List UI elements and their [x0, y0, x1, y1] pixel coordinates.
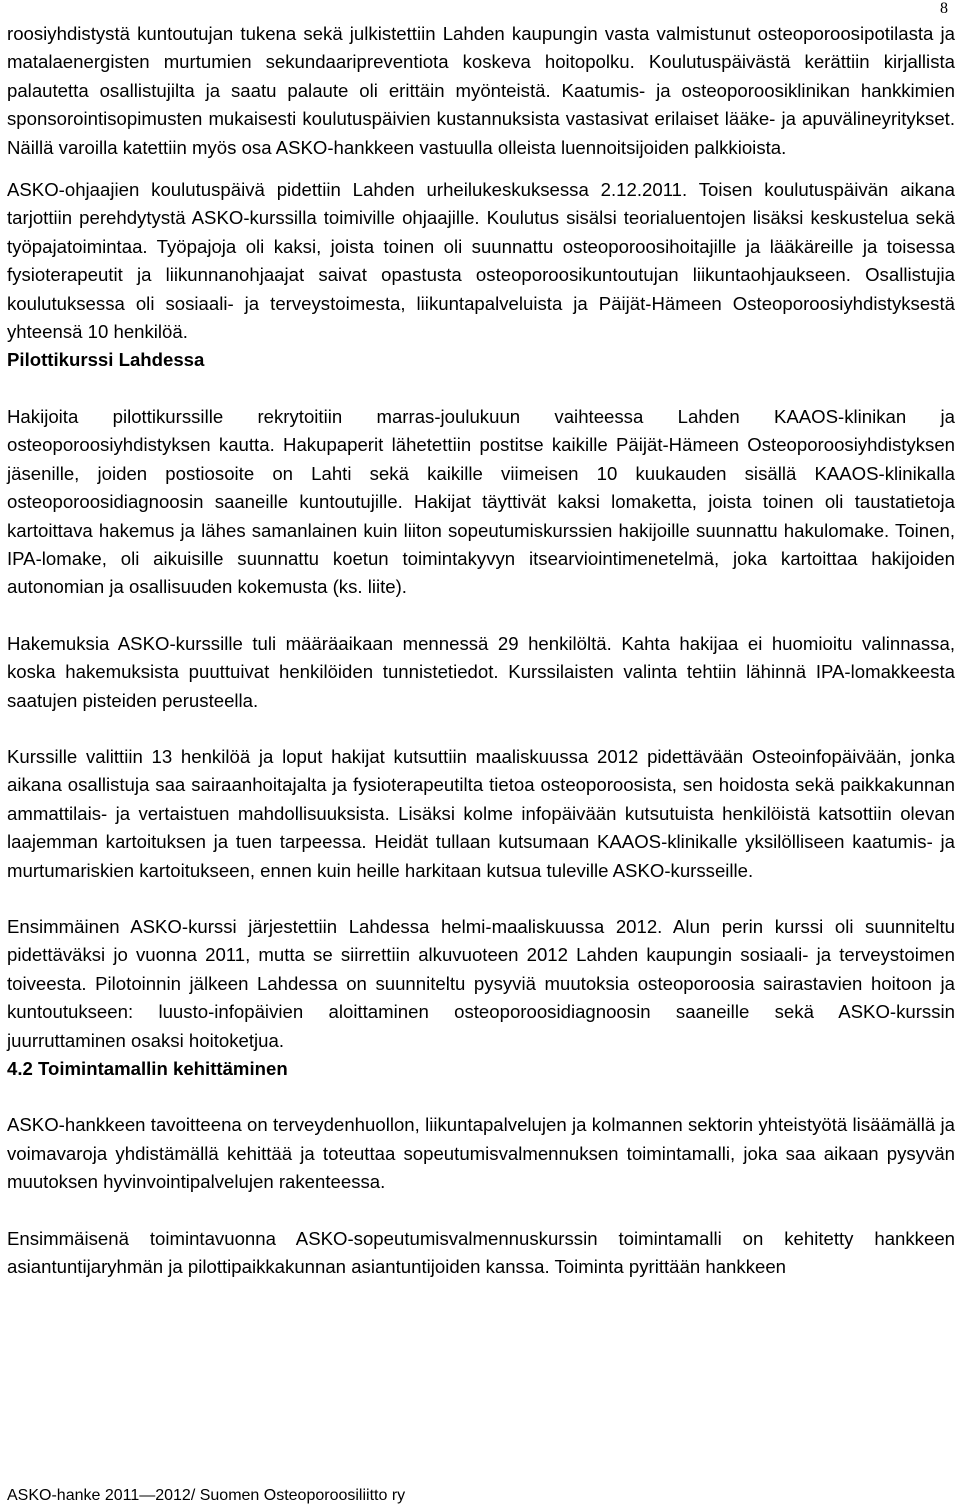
paragraph-first-year: Ensimmäisenä toimintavuonna ASKO-sopeutumisvalmennuskurssin toimintamalli on kehitetty hankkeen asiantuntijaryhmän ja pilottipaikkakunnan asiantuntijoiden kanssa. Toiminta pyrittään hankkeen	[7, 1227, 955, 1278]
paragraph-instructor-training: ASKO-ohjaajien koulutuspäivä pidettiin Lahden urheilukeskuksessa 2.12.2011. Toisen koulutuspäivän aikana tarjottiin perehdytystä ASKO-kurssilla toimiville ohjaajille. Koulutus sisälsi teorialuentojen lisäksi keskustelua sekä työpajatoimintaa. Työpajoja oli kaksi, joista toinen oli suunnattu osteoporoosihoitajille ja lääkäreille ja toisessa fysioterapeutit ja liikunnanohjaajat saivat opastusta osteoporoosikuntoutujan liikuntaohjaukseen. Osallistujia koulutuksessa oli sosiaali- ja terveystoimesta, liikuntapalveluista ja Päijät-Hämeen Osteoporoosiyhdistyksestä yhteensä 10 henkilöä.	[7, 179, 955, 343]
page-footer: ASKO-hanke 2011—2012/ Suomen Osteoporoosiliitto ry	[7, 1487, 406, 1504]
page-number: 8	[940, 0, 948, 17]
heading-pilot-course: Pilottikurssi Lahdessa	[7, 349, 205, 371]
document-body	[7, 20, 955, 1281]
heading-section-4-2: 4.2 Toimintamallin kehittäminen	[7, 1058, 288, 1079]
paragraph-training-day-1: roosiyhdistystä kuntoutujan tukena sekä julkistettiin Lahden kaupungin vasta valmistunut osteoporoosipotilasta ja matalaenergisten murtumien sekundaaripreventiota koskeva hoitopolku. Koulutuspäivästä kerättiin kirjallista palautetta osallistujilta ja saatu palaute oli erittäin myönteistä. Kaatumis- ja osteoporoosiklinikan hankkimien sponsorointisopimusten mukaisesti koulutuspäivien kustannuksista vastasivat erilaiset lääke- ja apuvälineyritykset. Näillä varoilla katettiin myös osa ASKO-hankkeen vastuulla olleista luennoitsijoiden palkkioista.	[7, 23, 955, 158]
paragraph-project-goal: ASKO-hankkeen tavoitteena on terveydenhuollon, liikuntapalvelujen ja kolmannen sektorin yhteistyötä lisäämällä ja voimavaroja yhdistämällä kehittää ja toteuttaa sopeutumisvalmennuksen toimintamalli, joka saa aikaan pysyvän muutoksen hyvinvointipalvelujen rakenteessa.	[7, 1114, 955, 1193]
paragraph-recruitment: Hakijoita pilottikurssille rekrytoitiin marras-joulukuun vaihteessa Lahden KAAOS-klinikan ja osteoporoosiyhdistyksen kautta. Hakupaperit lähetettiin postitse kaikille Päijät-Hämeen Osteoporoosiyhdistyksen jäsenille, joiden postiosoite on Lahti sekä kaikille viimeisen 10 kuukauden sisällä KAAOS-klinikalla osteoporoosidiagnoosin saaneille kuntoutujille. Hakijat täyttivät kaksi lomaketta, joista toinen oli taustatietoja kartoittava hakemus ja lähes samanlainen kuin liiton sopeutumiskurssien hakijoille suunnattu hakulomake. Toinen, IPA-lomake, oli aikuisille suunnattu koetun toimintakyvyn itsearviointimenetelmä, joka kartoittaa hakijoiden autonomian ja osallisuuden kokemusta (ks. liite).	[7, 405, 955, 598]
paragraph-applications: Hakemuksia ASKO-kurssille tuli määräaikaan mennessä 29 henkilöltä. Kahta hakijaa ei huomioitu valinnassa, koska hakemuksista puuttuivat henkilöiden tunnistetiedot. Kurssilaisten valinta tehtiin lähinnä IPA-lomakkeesta saatujen pisteiden perusteella.	[7, 632, 955, 711]
paragraph-first-course: Ensimmäinen ASKO-kurssi järjestettiin Lahdessa helmi-maaliskuussa 2012. Alun perin kurssi oli suunniteltu pidettäväksi jo vuonna 2011, mutta se siirrettiin alkuvuoteen 2012 Lahden kaupungin sosiaali- ja terveystoimen toiveesta. Pilotoinnin jälkeen Lahdessa on suunniteltu pysyviä muutoksia osteoporoosia sairastavien hoitoon ja kuntoutukseen: luusto-infopäivien aloittaminen osteoporoosidiagnoosin saaneille sekä ASKO-kurssin juurruttaminen osaksi hoitoketjua.	[7, 915, 955, 1051]
paragraph-selection: Kurssille valittiin 13 henkilöä ja loput hakijat kutsuttiin maaliskuussa 2012 pidettävään Osteoinfopäivään, jonka aikana osallistuja saa sairaanhoitajalta ja fysioterapeutilta tietoa osteoporoosista, sen hoidosta sekä paikkakunnan ammattilais- ja vertaistuen mahdollisuuksista. Lisäksi kolme infopäivään kutsutuista henkilöistä katsottiin olevan laajemman kartoituksen ja tuen tarpeessa. Heidät tullaan kutsumaan KAAOS-klinikalle yksilölliseen kaatumis- ja murtumariskien kartoitukseen, ennen kuin heille harkitaan kutsua tuleville ASKO-kursseille.	[7, 745, 955, 881]
